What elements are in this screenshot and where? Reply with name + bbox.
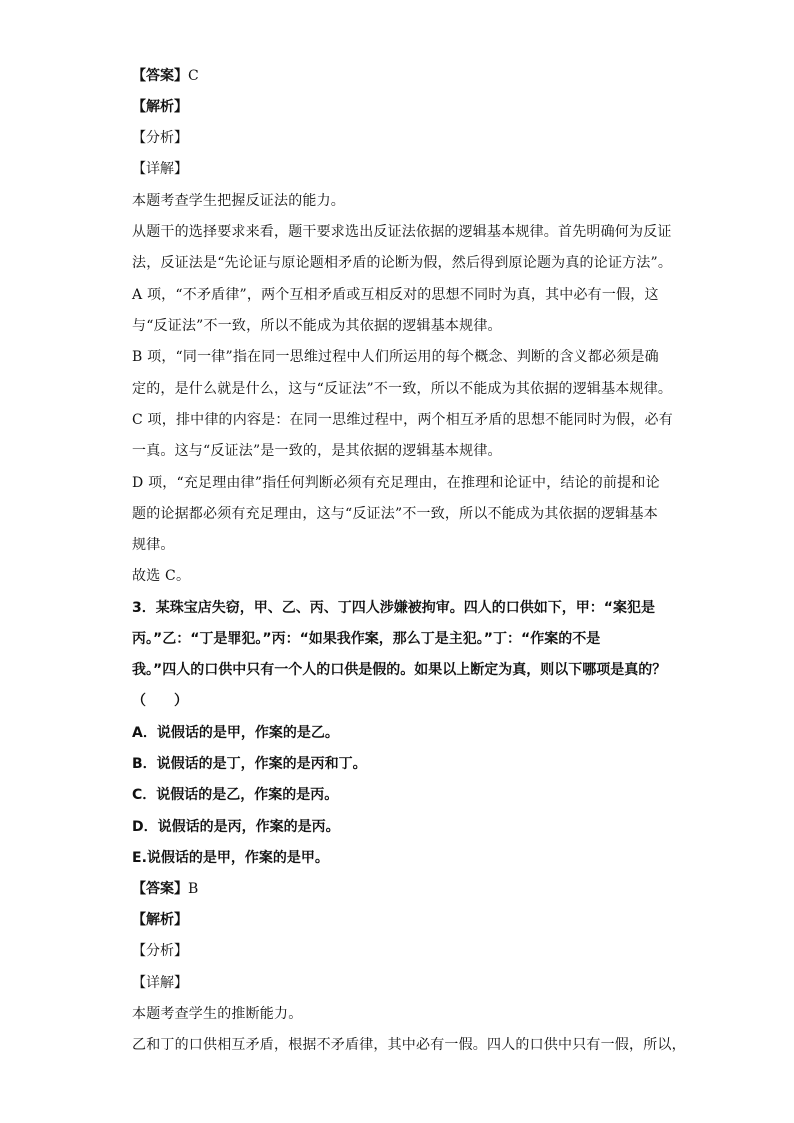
fenxi-tag: 【分析】	[132, 130, 188, 146]
answer-value: C	[188, 68, 199, 84]
answer-line	[132, 880, 198, 898]
question-stem-line: 3．某珠宝店失窃，甲、乙、丙、丁四人涉嫌被拘审。四人的口供如下，甲：“案犯是	[132, 600, 655, 616]
explanation-line: 法，反证法是“先论证与原论题相矛盾的论断为假，然后得到原论题为真的论证方法”。	[132, 255, 673, 271]
explanation-line: 定的，是什么就是什么，这与“反证法”不一致，所以不能成为其依据的逻辑基本规律。	[132, 381, 673, 397]
explanation-line: 本题考查学生的推断能力。	[132, 1006, 303, 1022]
explanation-line: D 项，“充足理由律”指任何判断必须有充足理由，在推理和论证中，结论的前提和论	[132, 475, 660, 491]
option-c: C．说假话的是乙，作案的是丙。	[132, 787, 339, 803]
explanation-line: 规律。	[132, 537, 175, 553]
analysis-tag: 【解析】	[132, 99, 188, 115]
explanation-line: 与“反证法”不一致，所以不能成为其依据的逻辑基本规律。	[132, 318, 502, 334]
answer-tag: 【答案】	[132, 881, 188, 897]
explanation-line: 题的论据都必须有充足理由，这与“反证法”不一致，所以不能成为其依据的逻辑基本	[132, 506, 658, 522]
option-e: E.说假话的是甲，作案的是甲。	[132, 850, 329, 866]
explanation-line: 一真。这与“反证法”是一致的，是其依据的逻辑基本规律。	[132, 443, 502, 459]
option-d: D．说假话的是丙，作案的是丙。	[132, 819, 340, 835]
detail-tag: 【详解】	[132, 161, 188, 177]
explanation-line: 本题考查学生把握反证法的能力。	[132, 193, 345, 209]
explanation-line: B 项，“同一律”指在同一思维过程中人们所运用的每个概念、判断的含义都必须是确	[132, 349, 659, 365]
fenxi-tag: 【分析】	[132, 943, 188, 959]
analysis-tag: 【解析】	[132, 912, 188, 928]
explanation-line: C 项，排中律的内容是：在同一思维过程中，两个相互矛盾的思想不能同时为假，必有	[132, 412, 673, 428]
explanation-line: A 项，“不矛盾律”，两个互相矛盾或互相反对的思想不同时为真，其中必有一假，这	[132, 287, 659, 303]
explanation-line: 从题干的选择要求来看，题干要求选出反证法依据的逻辑基本规律。首先明确何为反证	[132, 224, 672, 240]
answer-tag: 【答案】	[132, 68, 188, 84]
option-b: B．说假话的是丁，作案的是丙和丁。	[132, 756, 367, 772]
option-a: A．说假话的是甲，作案的是乙。	[132, 725, 339, 741]
answer-line	[132, 67, 199, 85]
question-blank: （ ）	[132, 693, 188, 709]
detail-tag: 【详解】	[132, 975, 188, 991]
question-stem-line: 丙。”乙：“丁是罪犯。”丙：“如果我作案，那么丁是主犯。”丁：“作案的不是	[132, 631, 601, 647]
explanation-line: 乙和丁的口供相互矛盾，根据不矛盾律，其中必有一假。四人的口供中只有一假，所以，	[132, 1037, 686, 1053]
answer-value: B	[188, 881, 199, 897]
question-stem-line: 我。”四人的口供中只有一个人的口供是假的。如果以上断定为真，则以下哪项是真的？	[132, 662, 667, 678]
conclusion-line: 故选 C。	[132, 568, 191, 584]
